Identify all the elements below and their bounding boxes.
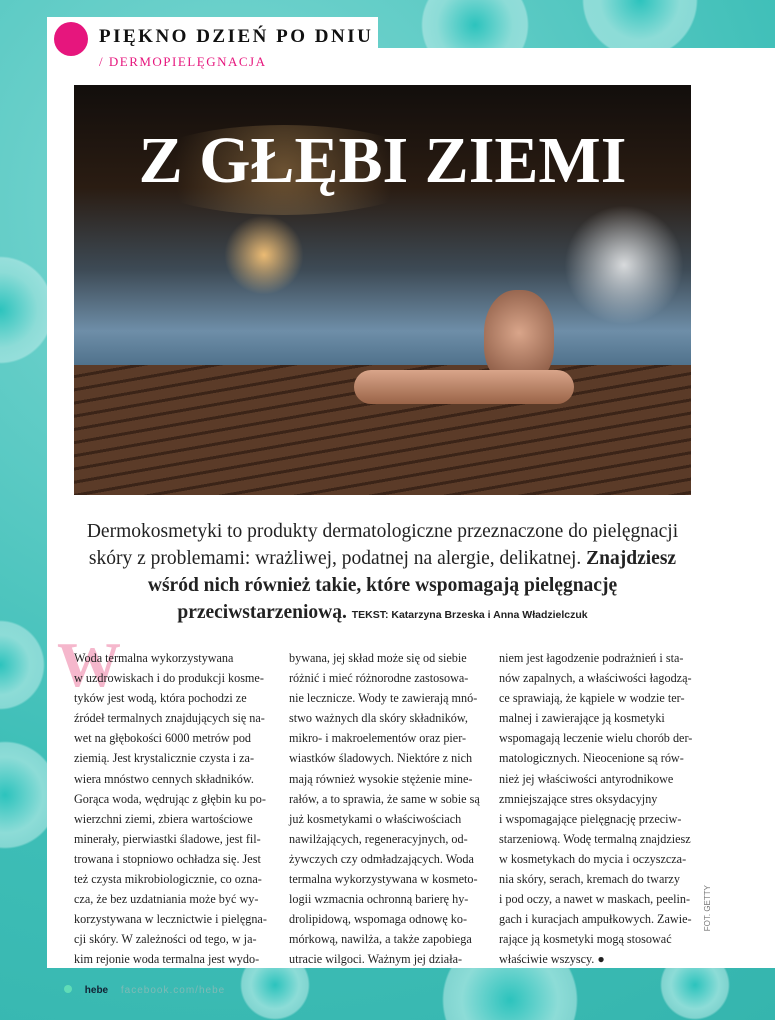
article-column-1: [74, 648, 274, 970]
footer-link[interactable]: facebook.com/hebe: [120, 985, 226, 996]
article-lead: [80, 518, 685, 629]
column-text: bywana, jej skład może się od siebie różnić i mieć różnorodne zastosowa- nie lecznicze. Wody te zawierają mnó- stwo ważnych dla skóry składników, mikro- i makroelementów oraz pier- wiastków śladowych. Niektóre z nich mają również wysokie stężenie mine- rałów, a to sprawia, że same w sobie są już kosmetykami o właściwościach nawilżających, regeneracyjnych, od- żywczych czy odmładzających. Woda termalna wykorzystywana w kosmeto- logii wzmacnia ochronną barierę hy- drolipidową, wspomaga odnowę ko- mórkową, nawilża, a także zapobiega utracie wilgoci. Ważnym jej działa-: [289, 651, 480, 967]
drop-cap: W: [57, 629, 121, 700]
section-dot-icon: [54, 22, 88, 56]
photo-credit: FOT. GETTY: [703, 885, 712, 932]
column-text: Woda termalna wykorzystywana w uzdrowiskach i do produkcji kosme- tyków jest wodą, która pochodzi ze źródeł termalnych znajdujących się na- wet na głębokości 6000 metrów pod ziemią. Jest krystalicznie czysta i za- wiera mnóstwo cennych składników. Gorąca woda, wędrując z głębin ku po- wierzchni ziemi, zbiera wartościowe minerały, pierwiastki śladowe, jest fil- trowana i stopniowo ochładza się. Jest też czysta mikrobiologicznie, co ozna- cza, że bez uzdatniania może być wy- korzystywana w lecznictwie i pielęgna- cji skóry. W zależności od tego, w ja- kim rejonie woda termalna jest wydo-: [74, 651, 267, 967]
lead-text: Dermokosmetyki to produkty dermatologiczne przeznaczone do pielęgnacji skóry z problemami: wrażliwej, podatnej na alergie, delikatnej.: [86, 521, 679, 569]
light-glow: [224, 215, 304, 295]
footer: [64, 985, 225, 996]
woman-arms: [354, 370, 574, 404]
lead-bold-text: Znajdziesz wśród nich również takie, które wspomagają pielęgnację przeciwstarzeniową.: [147, 548, 677, 623]
section-kicker: PIĘKNO DZIEŃ PO DNIU: [99, 26, 374, 47]
footer-dot-icon: [64, 985, 72, 993]
steam-glow: [564, 205, 684, 325]
section-subtitle: / DERMOPIELĘGNACJA: [99, 54, 267, 69]
article-column-3: [499, 648, 699, 970]
article-title: Z GŁĘBI ZIEMI: [138, 124, 627, 197]
article-column-2: [289, 648, 489, 970]
column-text: niem jest łagodzenie podrażnień i sta- nów zapalnych, a właściwości łagodzą- ce sprawiają, że kąpiele w wodzie ter- malnej i zawierające ją kosmetyki wspomagają leczenie wielu chorób der- matologicznych. Nieocenione są rów- nież jej właściwości antyrodnikowe zmniejszające stres oksydacyjny i wspomagające pielęgnację przeciw- starzeniową. Wodę termalną znajdziesz w kosmetykach do mycia i oczyszcza- nia skóry, serach, kremach do twarzy i pod oczy, a nawet w maskach, peelin- gach i kuracjach ampułkowych. Zawie- rające ją kosmetyki mogą stosować właściwie wszyscy. ●: [499, 651, 693, 967]
footer-brand: hebe: [84, 985, 109, 996]
author-credit: TEKST: Katarzyna Brzeska i Anna Władzielczuk: [351, 609, 588, 621]
hero-photo: [74, 85, 691, 495]
